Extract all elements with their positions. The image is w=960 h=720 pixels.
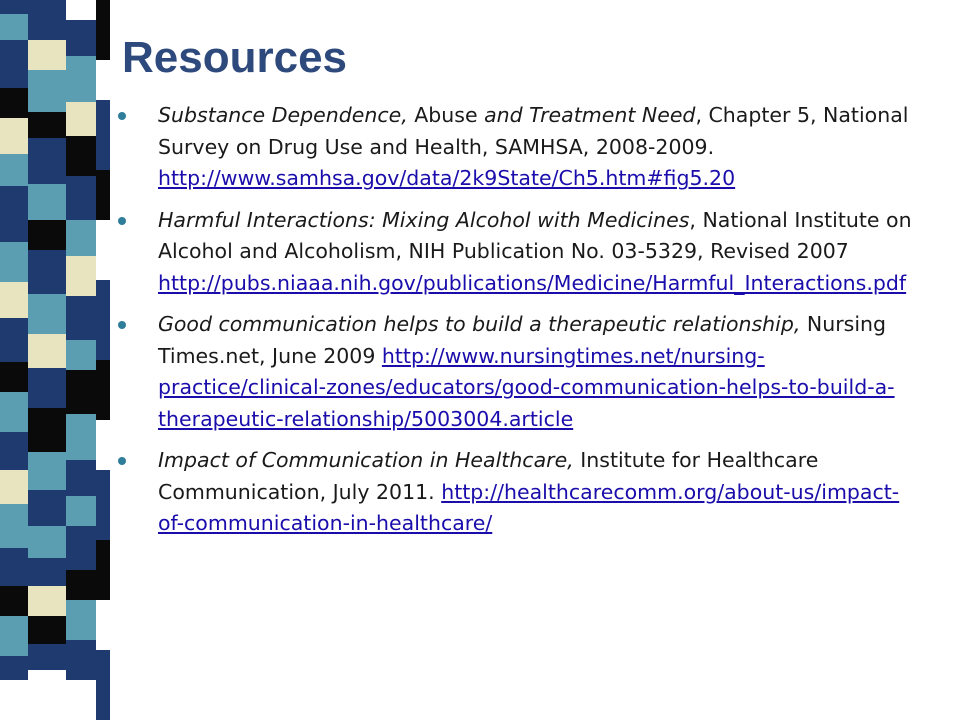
list-item — [118, 309, 918, 435]
decorative-stripe-border — [0, 0, 110, 720]
stripe-column — [66, 0, 96, 720]
resource-list — [118, 100, 918, 550]
resource-link[interactable]: http://www.samhsa.gov/data/2k9State/Ch5.htm#fig5.20 — [158, 166, 736, 190]
stripe-column — [96, 0, 110, 720]
resource-link[interactable]: http://healthcarecomm.org/about-us/impact-of-communication-in-healthcare/ — [158, 479, 900, 535]
bullet-icon — [118, 321, 126, 329]
list-item — [118, 205, 918, 300]
bullet-icon — [118, 112, 126, 120]
resource-citation: Good communication helps to build a therapeutic relationship, Nursing Times.net, June 2009 http://www.nursingtimes.net/nursing-practice/clinical-zones/educators/good-communication-helps-to-build-a-therapeutic-relationship/5003004.article — [158, 312, 895, 431]
resource-link[interactable]: http://www.nursingtimes.net/nursing-practice/clinical-zones/educators/good-communication-helps-to-build-a-therapeutic-relationship/5003004.article — [158, 343, 895, 431]
stripe-column — [28, 0, 66, 720]
list-item — [118, 445, 918, 540]
resource-link[interactable]: http://pubs.niaaa.nih.gov/publications/Medicine/Harmful_Interactions.pdf — [158, 270, 907, 295]
list-item — [118, 100, 918, 195]
resource-citation: Substance Dependence, Abuse and Treatment Need, Chapter 5, National Survey on Drug Use and Health, SAMHSA, 2008-2009. http://www.samhsa.gov/data/2k9State/Ch5.htm#fig5.20 — [158, 103, 909, 190]
resource-citation: Harmful Interactions: Mixing Alcohol with Medicines, National Institute on Alcohol and Alcoholism, NIH Publication No. 03-5329, Revised 2007 http://pubs.niaaa.nih.gov/publications/Medicine/Harmful_Interactions.pdf — [158, 207, 912, 295]
bullet-icon — [118, 457, 126, 465]
bullet-icon — [118, 217, 126, 225]
resource-citation: Impact of Communication in Healthcare, Institute for Healthcare Communication, July 2011. http://healthcarecomm.org/about-us/impact-of-communication-in-healthcare/ — [158, 448, 900, 535]
stripe-column — [0, 0, 28, 720]
page-title: Resources — [122, 33, 348, 82]
